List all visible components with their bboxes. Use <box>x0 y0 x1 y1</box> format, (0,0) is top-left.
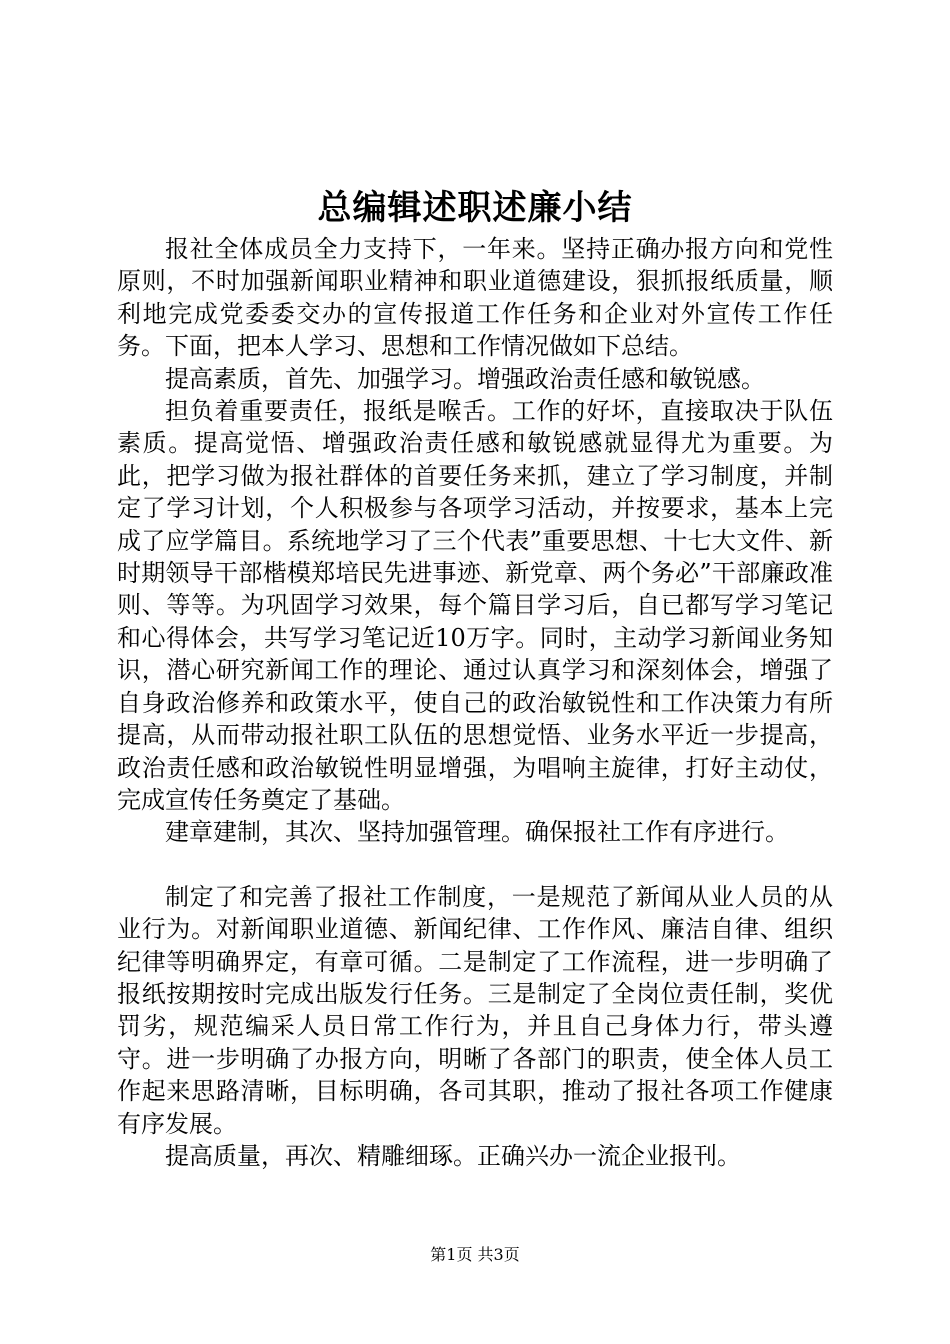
paragraph-heading-management: 建章建制，其次、坚持加强管理。确保报社工作有序进行。 <box>165 818 789 847</box>
document-body <box>117 233 833 1172</box>
paragraph-study: 担负着重要责任，报纸是喉舌。工作的好坏，直接取决于队伍素质。提高觉悟、增强政治责任感和敏锐感就显得尤为重要。为此，把学习做为报社群体的首要任务来抓，建立了学习制度，并制定了学习计划，个人积极参与各项学习活动，并按要求，基本上完成了应学篇目。系统地学习了三个代表”重要思想、十七大文件、新时期领导干部楷模郑培民先进事迹、新党章、两个务必”干部廉政准则、等等。为巩固学习效果，每个篇目学习后，自已都写学习笔记和心得体会，共写学习笔记近10万字。同时，主动学习新闻业务知识，潜心研究新闻工作的理论、通过认真学习和深刻体会，增强了自身政治修养和政策水平，使自己的政治敏锐性和工作决策力有所提高，从而带动报社职工队伍的思想觉悟、业务水平近一步提高，政治责任感和政治敏锐性明显增强，为唱响主旋律，打好主动仗，完成宣传任务奠定了基础。 <box>117 397 833 814</box>
paragraph-heading-study: 提高素质，首先、加强学习。增强政治责任感和敏锐感。 <box>165 364 765 393</box>
document-title: 总编辑述职述廉小结 <box>317 188 633 228</box>
page-footer: 第1页 共3页 <box>430 1245 520 1264</box>
paragraph-heading-quality: 提高质量，再次、精雕细琢。正确兴办一流企业报刊。 <box>165 1141 741 1170</box>
paragraph-intro: 报社全体成员全力支持下，一年来。坚持正确办报方向和党性原则，不时加强新闻职业精神和职业道德建设，狠抓报纸质量，顺利地完成党委委交办的宣传报道工作任务和企业对外宣传工作任务。下面，把本人学习、思想和工作情况做如下总结。 <box>117 235 833 361</box>
paragraph-management: 制定了和完善了报社工作制度，一是规范了新闻从业人员的从业行为。对新闻职业道德、新闻纪律、工作作风、廉洁自律、组织纪律等明确界定，有章可循。二是制定了工作流程，进一步明确了报纸按期按时完成出版发行任务。三是制定了全岗位责任制，奖优罚劣，规范编采人员日常工作行为，并且自己身体力行，带头遵守。进一步明确了办报方向，明晰了各部门的职责，使全体人员工作起来思路清晰，目标明确，各司其职，推动了报社各项工作健康有序发展。 <box>117 882 833 1138</box>
